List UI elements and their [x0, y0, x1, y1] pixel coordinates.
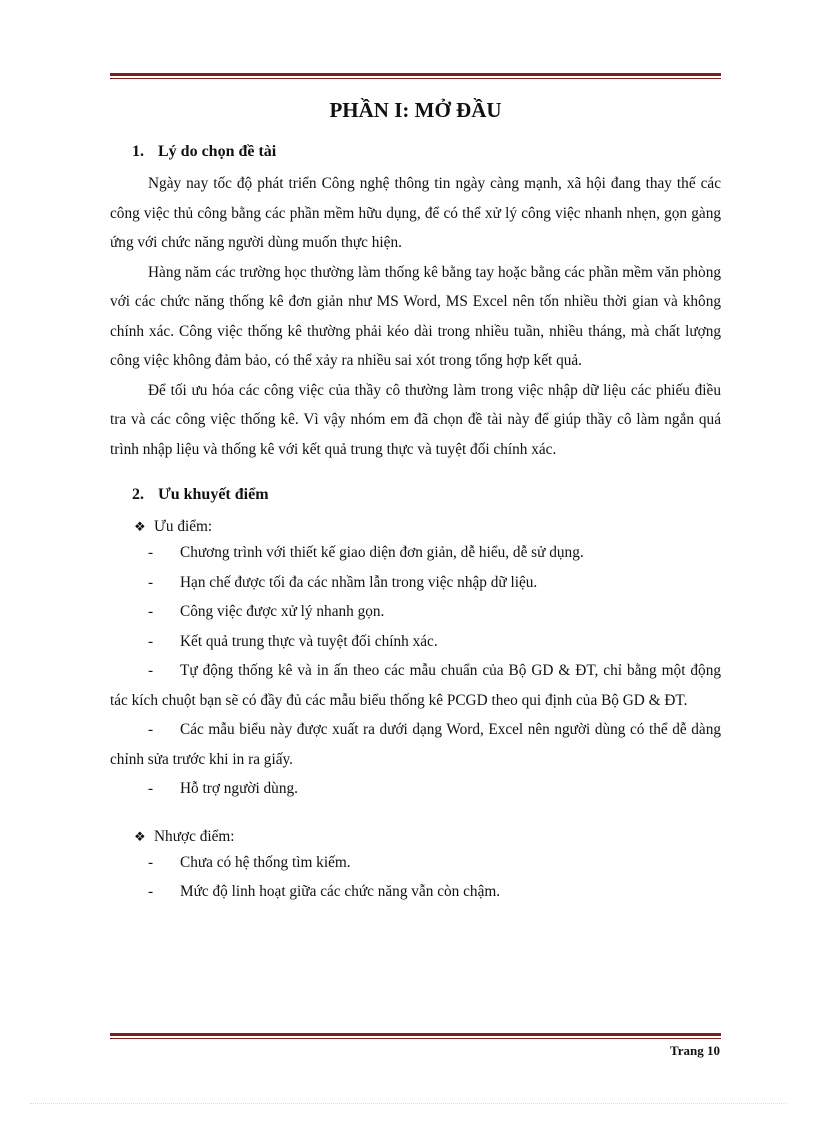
list-item: - Hỗ trợ người dùng. [148, 780, 298, 797]
paragraph: Để tối ưu hóa các công việc của thầy cô thường làm trong việc nhập dữ liệu các phiếu điều tra và các công việc thống kê. Vì vậy nhóm em đã chọn đề tài này để giúp thầy cô làm ngắn quá trình nhập liệu và thống kê với kết quả trung thực và tuyệt đối chính xác. [110, 381, 721, 458]
list-item: - Các mẫu biểu này được xuất ra dưới dạng Word, Excel nên người dùng có thể dễ dàng chỉnh sửa trước khi in ra giấy. [110, 721, 721, 768]
list-item: - Tự động thống kê và in ấn theo các mẫu chuẩn của Bộ GD & ĐT, chỉ bằng một động tác kích chuột bạn sẽ có đầy đủ các mẫu biểu thống kê PCGD theo qui định của Bộ GD & ĐT. [110, 662, 721, 709]
advantages-label: ❖ Ưu điểm: [134, 516, 721, 538]
section-number: 2. [132, 486, 144, 503]
page-content [110, 92, 721, 907]
list-item: - Công việc được xử lý nhanh gọn. [148, 603, 385, 620]
paragraph: Hàng năm các trường học thường làm thống kê bằng tay hoặc bằng các phần mềm văn phòng với các chức năng thống kê đơn giản như MS Word, MS Excel nên tốn nhiều thời gian và không chính xác. Công việc thống kê thường phải kéo dài trong nhiều tuần, nhiều tháng, mà chất lượng công việc không đảm bảo, có thể xảy ra nhiều sai xót trong tổng hợp kết quả. [110, 263, 721, 369]
list-item: - Chương trình với thiết kế giao diện đơn giản, dễ hiểu, dễ sử dụng. [148, 544, 584, 561]
footer-rule [110, 1033, 721, 1039]
section-title: Lý do chọn đề tài [158, 143, 277, 160]
section-title: Ưu khuyết điểm [158, 486, 269, 503]
section-heading-2 [132, 482, 721, 508]
diamond-bullet-icon: ❖ [134, 828, 146, 844]
page-edge [30, 1103, 786, 1104]
disadvantages-label: ❖ Nhược điểm: [134, 826, 721, 848]
section-heading-1 [132, 139, 721, 165]
page-title: PHẦN I: MỞ ĐẦU [329, 98, 502, 122]
list-item: - Mức độ linh hoạt giữa các chức năng vẫn còn chậm. [148, 883, 501, 900]
list-item: - Chưa có hệ thống tìm kiếm. [148, 853, 351, 871]
list-item: - Hạn chế được tối đa các nhầm lẫn trong việc nhập dữ liệu. [148, 573, 538, 591]
page-number: Trang 10 [670, 1043, 720, 1058]
list-item: - Kết quả trung thực và tuyệt đối chính xác. [148, 632, 438, 650]
diamond-bullet-icon: ❖ [134, 519, 146, 534]
header-rule [110, 73, 721, 79]
paragraph: Ngày nay tốc độ phát triển Công nghệ thông tin ngày càng mạnh, xã hội đang thay thế các công việc thủ công bằng các phần mềm hữu dụng, để có thể xử lý công việc nhanh nhẹn, gọn gàng ứng với chức năng người dùng muốn thực hiện. [110, 175, 721, 251]
section-number: 1. [132, 143, 144, 160]
